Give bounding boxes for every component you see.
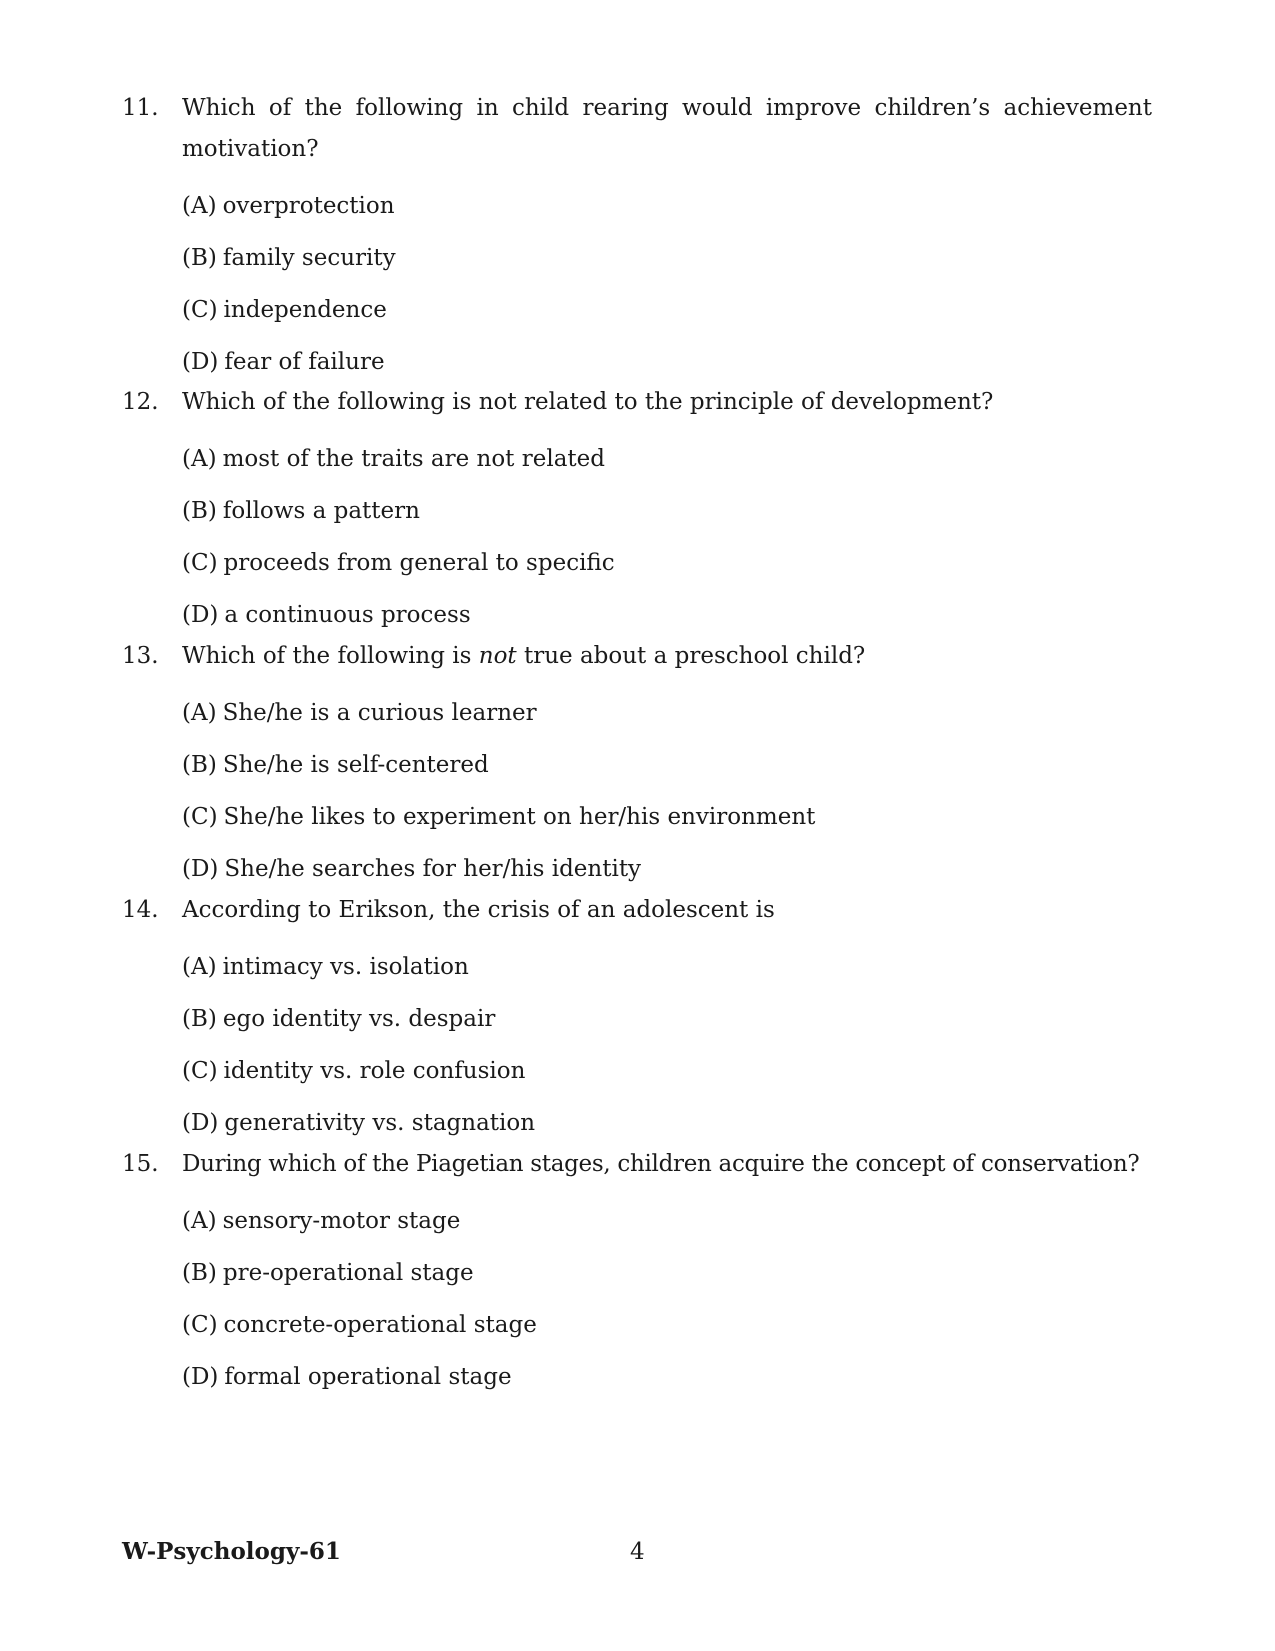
emphasis-not: not: [478, 643, 517, 669]
option-a: (A) overprotection: [182, 193, 395, 219]
question-number: 12.: [122, 389, 159, 415]
question-number: 15.: [122, 1151, 159, 1177]
option-list: [182, 699, 1152, 883]
question-number: 11.: [122, 95, 159, 121]
question-11: [122, 88, 1152, 376]
option-d: (D) fear of failure: [182, 349, 385, 375]
option-a: (A) sensory-motor stage: [182, 1208, 461, 1234]
option-b: (B) pre-operational stage: [182, 1260, 474, 1286]
option-d: (D) formal operational stage: [182, 1364, 512, 1390]
option-d: (D) a continuous process: [182, 602, 471, 628]
option-list: [182, 953, 1152, 1137]
question-stem: [122, 890, 1152, 931]
question-14: [122, 890, 1152, 1137]
question-text: During which of the Piagetian stages, children acquire the concept of conservation?: [182, 1151, 1140, 1177]
question-stem: [122, 1144, 1152, 1185]
question-stem: [122, 88, 1152, 170]
question-12: [122, 382, 1152, 629]
question-stem: [122, 636, 1152, 677]
option-b: (B) follows a pattern: [182, 498, 420, 524]
option-list: [182, 192, 1152, 376]
option-c: (C) She/he likes to experiment on her/his environment: [182, 804, 816, 830]
option-b: (B) family security: [182, 245, 396, 271]
question-text: According to Erikson, the crisis of an adolescent is: [182, 897, 775, 923]
option-a: (A) She/he is a curious learner: [182, 700, 537, 726]
option-a: (A) intimacy vs. isolation: [182, 954, 469, 980]
question-text: Which of the following is not related to the principle of development?: [182, 389, 994, 415]
question-number: 13.: [122, 643, 159, 669]
question-text: Which of the following is not true about a preschool child?: [182, 643, 866, 669]
option-c: (C) concrete-operational stage: [182, 1312, 537, 1338]
question-number: 14.: [122, 897, 159, 923]
option-list: [182, 1207, 1152, 1391]
question-15: [122, 1144, 1152, 1391]
option-d: (D) She/he searches for her/his identity: [182, 856, 642, 882]
option-d: (D) generativity vs. stagnation: [182, 1110, 536, 1136]
option-list: [182, 445, 1152, 629]
option-a: (A) most of the traits are not related: [182, 446, 605, 472]
paper-code: W-Psychology-61: [122, 1538, 341, 1565]
question-stem: [122, 382, 1152, 423]
question-13: [122, 636, 1152, 883]
option-c: (C) independence: [182, 297, 387, 323]
option-c: (C) proceeds from general to specific: [182, 550, 615, 576]
option-b: (B) She/he is self-centered: [182, 752, 489, 778]
page-number: 4: [630, 1539, 645, 1565]
option-b: (B) ego identity vs. despair: [182, 1006, 496, 1032]
option-c: (C) identity vs. role confusion: [182, 1058, 526, 1084]
question-text: Which of the following in child rearing would improve children’s achievement motivation?: [182, 95, 1152, 162]
